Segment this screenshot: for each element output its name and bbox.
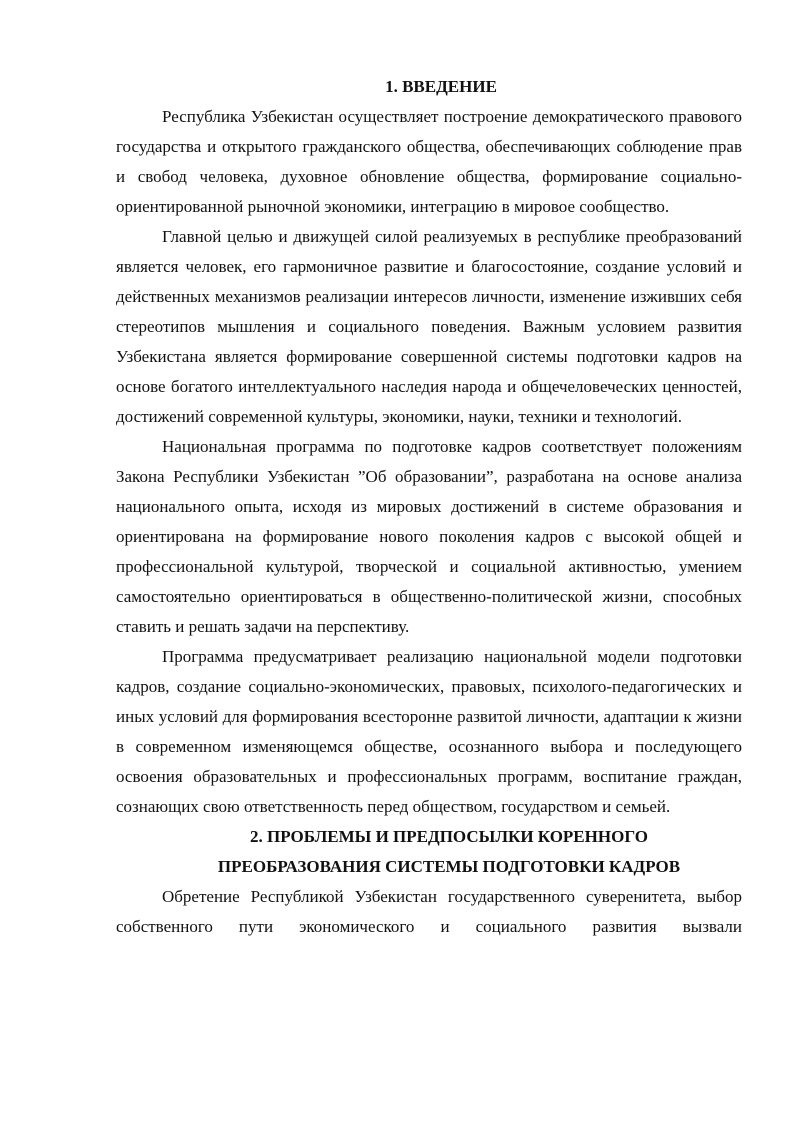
section-2-paragraph: Обретение Республикой Узбекистан государственного суверенитета, выбор собственного пути экономического и социального развития вызвали: [116, 887, 742, 936]
section-1-paragraph: Национальная программа по подготовке кадров соответствует положениям Закона Республики Узбекистан ”Об образовании”, разработана на основе анализа национального опыта, исходя из мировых достижений в системе образования и ориентирована на формирование нового поколения кадров с высокой общей и профессиональной культурой, творческой и социальной активностью, умением самостоятельно ориентироваться в общественно-политической жизни, способных ставить и решать задачи на перспективу.: [116, 437, 742, 636]
section-2-title: [116, 822, 742, 882]
section-1-paragraph: Республика Узбекистан осуществляет построение демократического правового государства и открытого гражданского общества, обеспечивающих соблюдение прав и свобод человека, духовное обновление общества, формирование социально-ориентированной рыночной экономики, интеграцию в мировое сообщество.: [116, 107, 742, 216]
section-1-paragraph: Программа предусматривает реализацию национальной модели подготовки кадров, создание социально-экономических, правовых, психолого-педагогических и иных условий для формирования всесторонне развитой личности, адаптации к жизни в современном изменяющемся обществе, осознанного выбора и последующего освоения образовательных и профессиональных программ, воспитание граждан, сознающих свою ответственность перед обществом, государством и семьей.: [116, 647, 742, 816]
section-1-title: 1. ВВЕДЕНИЕ: [385, 77, 497, 96]
document-body: [116, 72, 742, 942]
section-2-title-line-1: 2. ПРОБЛЕМЫ И ПРЕДПОСЫЛКИ КОРЕННОГО: [250, 827, 648, 846]
section-1-paragraph: Главной целью и движущей силой реализуемых в республике преобразований является человек, его гармоничное развитие и благосостояние, создание условий и действенных механизмов реализации интересов личности, изменение изживших себя стереотипов мышления и социального поведения. Важным условием развития Узбекистана является формирование совершенной системы подготовки кадров на основе богатого интеллектуального наследия народа и общечеловеческих ценностей, достижений современной культуры, экономики, науки, техники и технологий.: [116, 227, 742, 426]
section-2-title-line-2: ПРЕОБРАЗОВАНИЯ СИСТЕМЫ ПОДГОТОВКИ КАДРОВ: [217, 857, 681, 876]
